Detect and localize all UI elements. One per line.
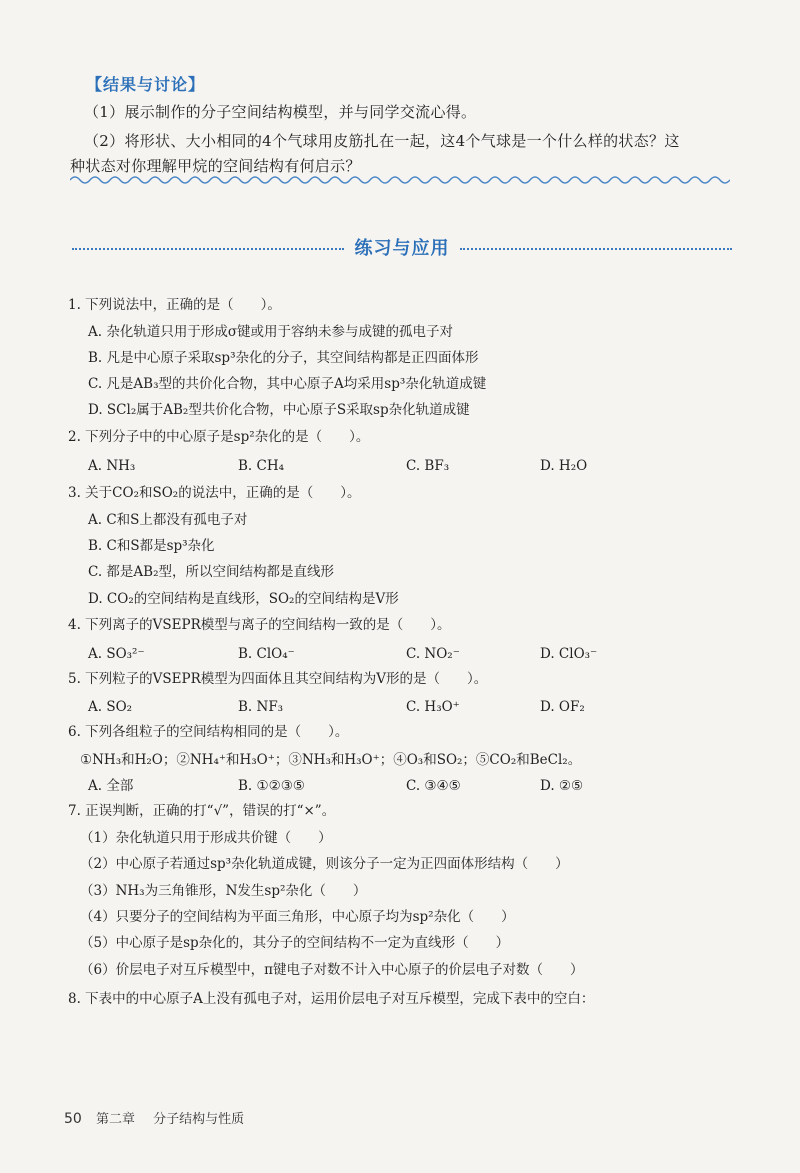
section-title: 练习与应用 <box>354 238 450 259</box>
question-2-option-b: B. CH₄ <box>238 458 285 474</box>
question-7-item-3: （3）NH₃为三角锥形，N发生sp²杂化（ ） <box>80 883 367 899</box>
question-6-option-a: A. 全部 <box>88 778 134 794</box>
section-header <box>72 234 732 264</box>
question-4-option-c: C. NO₂⁻ <box>406 646 460 662</box>
question-4-option-d: D. ClO₃⁻ <box>540 646 598 662</box>
question-3-option-c: C. 都是AB₂型，所以空间结构都是直线形 <box>88 564 335 580</box>
question-7-item-2: （2）中心原子若通过sp³杂化轨道成键，则该分子一定为正四面体形结构（ ） <box>80 856 569 872</box>
discussion-heading: 【结果与讨论】 <box>86 75 206 94</box>
question-2-option-d: D. H₂O <box>540 458 588 474</box>
question-7-item-4: （4）只要分子的空间结构为平面三角形，中心原子均为sp²杂化（ ） <box>80 909 515 925</box>
dotted-rule-right <box>460 248 732 250</box>
question-7-item-5: （5）中心原子是sp杂化的，其分子的空间结构不一定为直线形（ ） <box>80 935 510 951</box>
question-5-option-b: B. NF₃ <box>238 699 284 715</box>
question-1-option-a: A. 杂化轨道只用于形成σ键或用于容纳未参与成键的孤电子对 <box>88 324 454 340</box>
question-2-option-a: A. NH₃ <box>88 458 136 474</box>
question-1-stem: 1. 下列说法中，正确的是（ ）。 <box>68 297 281 313</box>
question-6-option-b: B. ①②③⑤ <box>238 778 305 794</box>
question-8-stem: 8. 下表中的中心原子A上没有孤电子对，运用价层电子对互斥模型，完成下表中的空白： <box>68 991 595 1007</box>
chapter-title: 分子结构与性质 <box>153 1112 245 1127</box>
question-3-option-d: D. CO₂的空间结构是直线形，SO₂的空间结构是V形 <box>88 591 399 607</box>
question-6-option-c: C. ③④⑤ <box>406 778 461 794</box>
question-7-item-1: （1）杂化轨道只用于形成共价键（ ） <box>80 830 332 846</box>
question-3-stem: 3. 关于CO₂和SO₂的说法中，正确的是（ ）。 <box>68 485 361 501</box>
page-number: 50 <box>64 1111 82 1127</box>
question-2-stem: 2. 下列分子中的中心原子是sp²杂化的是（ ）。 <box>68 429 370 445</box>
question-3-option-a: A. C和S上都没有孤电子对 <box>88 512 248 528</box>
question-5-option-d: D. OF₂ <box>540 699 585 715</box>
chapter-label: 第二章 <box>95 1112 135 1127</box>
question-1-option-c: C. 凡是AB₃型的共价化合物，其中心原子A均采用sp³杂化轨道成键 <box>88 376 487 392</box>
question-6-groups: ①NH₃和H₂O；②NH₄⁺和H₃O⁺；③NH₃和H₃O⁺；④O₃和SO₂；⑤CO₂和BeCl₂。 <box>80 752 582 768</box>
question-3-option-b: B. C和S都是sp³杂化 <box>88 538 215 554</box>
discussion-item-2: （2）将形状、大小相同的4个气球用皮筋扎在一起，这4个气球是一个什么样的状态？这 <box>84 132 680 150</box>
question-5-stem: 5. 下列粒子的VSEPR模型为四面体且其空间结构为V形的是（ ）。 <box>68 671 488 687</box>
discussion-item-1: （1）展示制作的分子空间结构模型，并与同学交流心得。 <box>84 103 477 121</box>
wavy-divider <box>70 174 730 186</box>
question-6-stem: 6. 下列各组粒子的空间结构相同的是（ ）。 <box>68 724 349 740</box>
question-5-option-a: A. SO₂ <box>88 699 133 715</box>
question-1-option-b: B. 凡是中心原子采取sp³杂化的分子，其空间结构都是正四面体形 <box>88 350 479 366</box>
question-5-option-c: C. H₃O⁺ <box>406 699 460 715</box>
question-4-option-a: A. SO₃²⁻ <box>88 646 145 662</box>
dotted-rule-left <box>72 248 344 250</box>
question-1-option-d: D. SCl₂属于AB₂型共价化合物，中心原子S采取sp杂化轨道成键 <box>88 402 470 418</box>
question-7-stem: 7. 正误判断，正确的打“√”，错误的打“×”。 <box>68 803 336 819</box>
question-7-item-6: （6）价层电子对互斥模型中，π键电子对数不计入中心原子的价层电子对数（ ） <box>80 962 584 978</box>
question-2-option-c: C. BF₃ <box>406 458 450 474</box>
question-4-stem: 4. 下列离子的VSEPR模型与离子的空间结构一致的是（ ）。 <box>68 617 451 633</box>
question-6-option-d: D. ②⑤ <box>540 778 584 794</box>
discussion-item-2-continued: 种状态对你理解甲烷的空间结构有何启示？ <box>70 157 361 175</box>
page-footer <box>64 1108 244 1127</box>
question-4-option-b: B. ClO₄⁻ <box>238 646 295 662</box>
